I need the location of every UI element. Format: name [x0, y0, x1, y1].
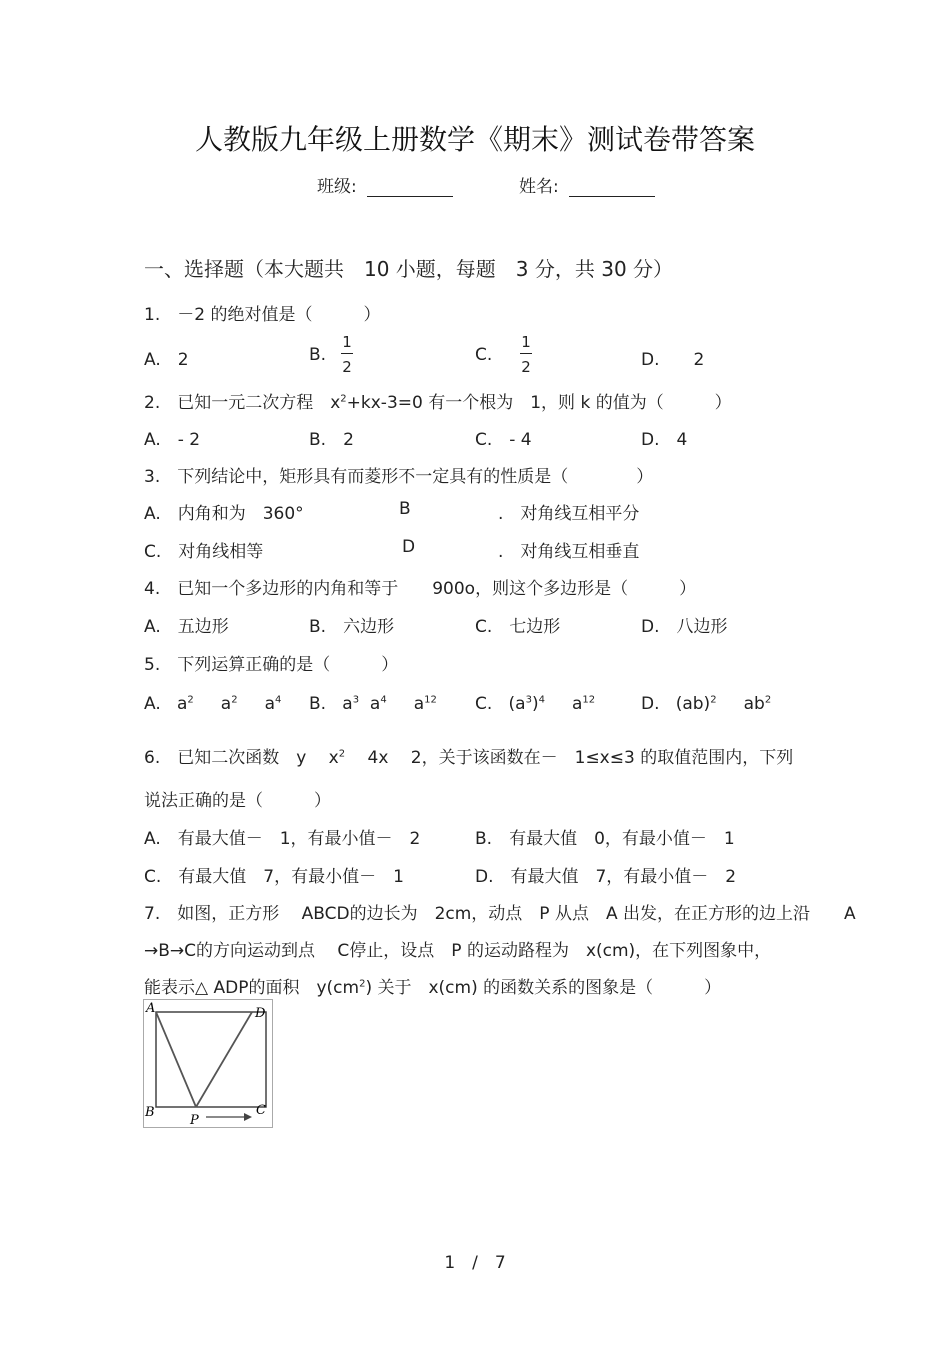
q1-c-fraction-bar [520, 353, 532, 354]
q4-option-c: C. 七边形 [475, 617, 561, 637]
q5-d-letter: D. [641, 694, 660, 714]
q6-stem-post: 4x 2，关于该函数在－ 1≤x≤3 的取值范围内，下列 [345, 748, 794, 768]
question-7-line2: →B→C的方向运动到点 C停止，设点 P 的运动路程为 x(cm)，在下列图象中， [144, 941, 772, 961]
q2-stem-sup: 2 [340, 393, 347, 405]
q5-a-base2: a [220, 694, 232, 714]
q7-line3-pre: 能表示△ ADP的面积 y(cm [144, 978, 360, 998]
segment-ap [156, 1012, 196, 1107]
q5-c-letter: C. [475, 694, 493, 714]
label-c: C [256, 1103, 266, 1118]
q1-b-fraction-bar [341, 353, 353, 354]
q6-option-b: B. 有最大值 0，有最小值－ 1 [475, 829, 735, 849]
q1-option-b-letter: B. [309, 345, 327, 365]
q5-option-b [309, 694, 437, 714]
q2-option-a: A. - 2 [144, 430, 201, 450]
question-6-stem-line2: 说法正确的是（ ） [144, 791, 331, 811]
q5-a-exp2: 2 [231, 694, 238, 706]
square-diagram [144, 1000, 272, 1127]
q6-option-c: C. 有最大值 7，有最小值－ 1 [144, 867, 404, 887]
q6-stem-sup: 2 [338, 748, 346, 760]
q5-a-letter: A. [144, 694, 161, 714]
q5-option-c [475, 694, 595, 714]
q5-b-exp2: 4 [380, 694, 387, 706]
name-label: 姓名: [519, 177, 559, 197]
q3-option-b-text: . 对角线互相平分 [498, 504, 640, 524]
q4-option-a: A. 五边形 [144, 617, 229, 637]
q6-option-d: D. 有最大值 7，有最小值－ 2 [475, 867, 737, 887]
question-3-stem: 3. 下列结论中，矩形具有而菱形不一定具有的性质是（ ） [144, 467, 654, 487]
q2-option-d: D. 4 [641, 430, 688, 450]
q3-option-c: C. 对角线相等 [144, 542, 264, 562]
q4-option-b: B. 六边形 [309, 617, 395, 637]
name-blank[interactable] [569, 178, 655, 197]
q5-d-base1: (ab) [675, 694, 711, 714]
question-4-stem: 4. 已知一个多边形的内角和等于 900o，则这个多边形是（ ） [144, 579, 697, 599]
q1-option-d: D. 2 [641, 350, 705, 370]
q5-b-base1: a [342, 694, 353, 714]
q6-option-a: A. 有最大值－ 1，有最小值－ 2 [144, 829, 421, 849]
page-number: 1 / 7 [444, 1253, 506, 1273]
class-label: 班级: [317, 177, 357, 197]
q1-b-numerator: 1 [342, 333, 352, 351]
q4-option-d: D. 八边形 [641, 617, 728, 637]
q1-option-c-letter: C. [475, 345, 493, 365]
q5-a-base3: a [264, 694, 276, 714]
q2-stem-post: +kx-3=0 有一个根为 1，则 k 的值为（ ） [346, 393, 732, 413]
label-a: A [146, 1001, 156, 1016]
label-p: P [190, 1113, 199, 1127]
q5-c-close: ) [531, 694, 539, 714]
q3-option-a: A. 内角和为 360° [144, 504, 304, 524]
question-6-stem [144, 743, 793, 768]
q7-line3-post: ) 关于 x(cm) 的函数关系的图象是（ ） [365, 978, 722, 998]
label-b: B [145, 1105, 155, 1120]
question-7-line1: 7. 如图，正方形 ABCD的边长为 2cm，动点 P 从点 A 出发，在正方形的边上沿 A [144, 904, 856, 924]
square-figure [143, 999, 273, 1128]
q2-option-b: B. 2 [309, 430, 354, 450]
question-7-line3 [144, 973, 721, 998]
q2-option-c: C. - 4 [475, 430, 532, 450]
q5-c-base3: a [571, 694, 583, 714]
q5-a-base1: a [176, 694, 188, 714]
q5-c-exp2: 4 [538, 694, 545, 706]
q2-stem-pre: 2. 已知一元二次方程 x [144, 393, 341, 413]
q5-d-exp1: 2 [710, 694, 717, 706]
q3-option-b-letter: B [399, 499, 411, 519]
q3-option-d-text: . 对角线互相垂直 [498, 542, 640, 562]
q5-b-base2: a [369, 694, 381, 714]
q5-a-exp3: 4 [275, 694, 282, 706]
q5-a-exp1: 2 [187, 694, 194, 706]
class-field [317, 172, 453, 197]
q5-b-base3: a [413, 694, 425, 714]
segment-pd [196, 1012, 252, 1107]
question-1-stem: 1. －2 的绝对值是（ ） [144, 305, 381, 325]
q5-d-exp2: 2 [764, 694, 772, 706]
q1-c-numerator: 1 [521, 333, 531, 351]
q5-b-exp1: 3 [352, 694, 360, 706]
section-heading: 一、选择题（本大题共 10 小题，每题 3 分，共 30 分） [144, 257, 674, 281]
q1-c-denominator: 2 [521, 358, 531, 376]
q5-c-exp3: 12 [582, 694, 596, 706]
question-5-stem: 5. 下列运算正确的是（ ） [144, 655, 399, 675]
q5-b-exp3: 12 [424, 694, 437, 706]
question-2-stem [144, 388, 732, 413]
q5-c-open: (a [508, 694, 526, 714]
q7-line3-sup: 2 [359, 978, 366, 990]
document-title: 人教版九年级上册数学《期末》测试卷带答案 [194, 123, 755, 156]
q5-b-letter: B. [309, 694, 327, 714]
q5-c-exp1: 3 [525, 694, 532, 706]
q3-option-d-letter: D [402, 537, 416, 557]
q1-b-denominator: 2 [342, 358, 352, 376]
q5-option-d [641, 694, 771, 714]
motion-arrow-head [244, 1113, 252, 1121]
q1-option-a: A. 2 [144, 350, 189, 370]
q5-d-base2: ab [743, 694, 765, 714]
q5-option-a [144, 694, 281, 714]
class-blank[interactable] [367, 178, 453, 197]
square-abcd [156, 1012, 266, 1107]
q6-stem-pre: 6. 已知二次函数 y x [144, 748, 339, 768]
label-d: D [255, 1006, 266, 1021]
name-field [519, 172, 655, 197]
